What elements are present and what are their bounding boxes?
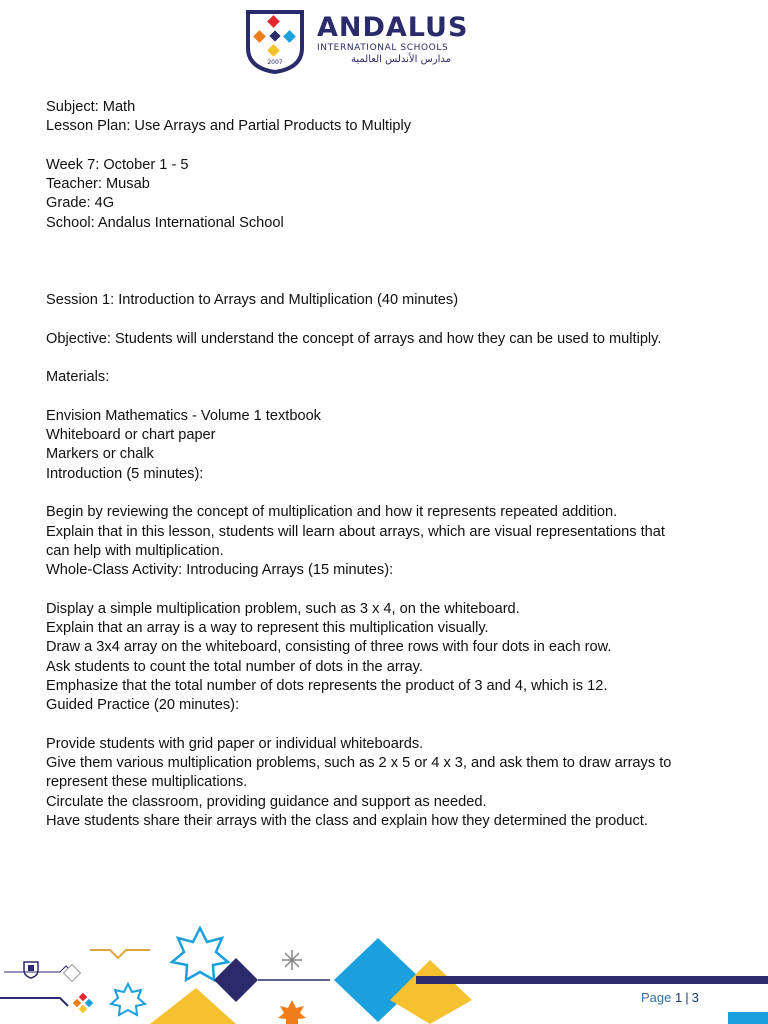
activity-section xyxy=(46,600,736,716)
page-label: Page xyxy=(641,990,672,1005)
yellow-triangle xyxy=(150,988,236,1024)
practice-line: Give them various multiplication problems, such as 2 x 5 or 4 x 3, and ask them to draw arrays to xyxy=(46,755,672,772)
materials-item: Whiteboard or chart paper xyxy=(46,427,216,444)
small-blue-star-outline-icon xyxy=(111,984,145,1015)
materials-list xyxy=(46,407,736,484)
activity-line: Explain that an array is a way to represent this multiplication visually. xyxy=(46,620,489,637)
guided-practice-heading: Guided Practice (20 minutes): xyxy=(46,697,240,714)
lesson-plan-document xyxy=(46,98,736,831)
grade-line: Grade: 4G xyxy=(46,195,115,212)
logo-arabic: مدارس الأندلس العالمية xyxy=(351,54,451,65)
week-line: Week 7: October 1 - 5 xyxy=(46,156,189,173)
school-logo xyxy=(244,8,469,76)
intro-line: Explain that in this lesson, students will learn about arrays, which are visual representations that xyxy=(46,523,665,540)
logo-wordmark xyxy=(317,14,468,65)
practice-section xyxy=(46,735,736,831)
intro-line: Begin by reviewing the concept of multiplication and how it represents repeated addition. xyxy=(46,504,618,521)
blue-star-outline-icon xyxy=(172,928,228,980)
introduction-section xyxy=(46,503,736,580)
page-number xyxy=(641,990,699,1005)
small-shield-icon xyxy=(24,962,38,978)
materials-heading: Materials: xyxy=(46,369,110,386)
header-section xyxy=(46,98,736,137)
activity-line: Display a simple multiplication problem, such as 3 x 4, on the whiteboard. xyxy=(46,600,520,617)
logo-year: 2007 xyxy=(267,59,283,66)
page-total: 3 xyxy=(691,990,699,1005)
logo-subtitle: INTERNATIONAL SCHOOLS xyxy=(317,43,449,53)
practice-line: Have students share their arrays with the class and explain how they determined the product. xyxy=(46,812,648,829)
session-title: Session 1: Introduction to Arrays and Multiplication (40 minutes) xyxy=(46,291,459,308)
activity-heading: Whole-Class Activity: Introducing Arrays (15 minutes): xyxy=(46,562,394,579)
practice-line: Circulate the classroom, providing guidance and support as needed. xyxy=(46,793,487,810)
subject-line: Subject: Math xyxy=(46,99,136,115)
practice-line: represent these multiplications. xyxy=(46,774,248,791)
lesson-plan-line: Lesson Plan: Use Arrays and Partial Products to Multiply xyxy=(46,118,412,135)
activity-line: Emphasize that the total number of dots represents the product of 3 and 4, which is 12. xyxy=(46,677,608,694)
shield-emblem-icon xyxy=(244,8,306,74)
teacher-line: Teacher: Musab xyxy=(46,176,150,193)
practice-line: Provide students with grid paper or individual whiteboards. xyxy=(46,735,424,752)
navy-footer-bar xyxy=(416,976,768,984)
introduction-heading: Introduction (5 minutes): xyxy=(46,465,204,482)
logo-name: ANDALUS xyxy=(317,12,469,43)
activity-line: Draw a 3x4 array on the whiteboard, consisting of three rows with four dots in each row. xyxy=(46,639,612,656)
page-current: 1 xyxy=(675,990,683,1005)
materials-item: Markers or chalk xyxy=(46,446,154,463)
intro-line: can help with multiplication. xyxy=(46,542,224,559)
school-line: School: Andalus International School xyxy=(46,214,284,231)
page-separator: | xyxy=(685,990,689,1005)
orange-star-icon xyxy=(278,1000,306,1024)
activity-line: Ask students to count the total number of dots in the array. xyxy=(46,658,423,675)
footer-decoration xyxy=(0,920,768,1024)
materials-item: Envision Mathematics - Volume 1 textbook xyxy=(46,407,321,424)
asterisk-icon xyxy=(282,950,302,970)
mini-logo-icon xyxy=(73,993,93,1013)
objective-line: Objective: Students will understand the concept of arrays and how they can be used to multiply. xyxy=(46,330,662,347)
info-section xyxy=(46,156,736,233)
